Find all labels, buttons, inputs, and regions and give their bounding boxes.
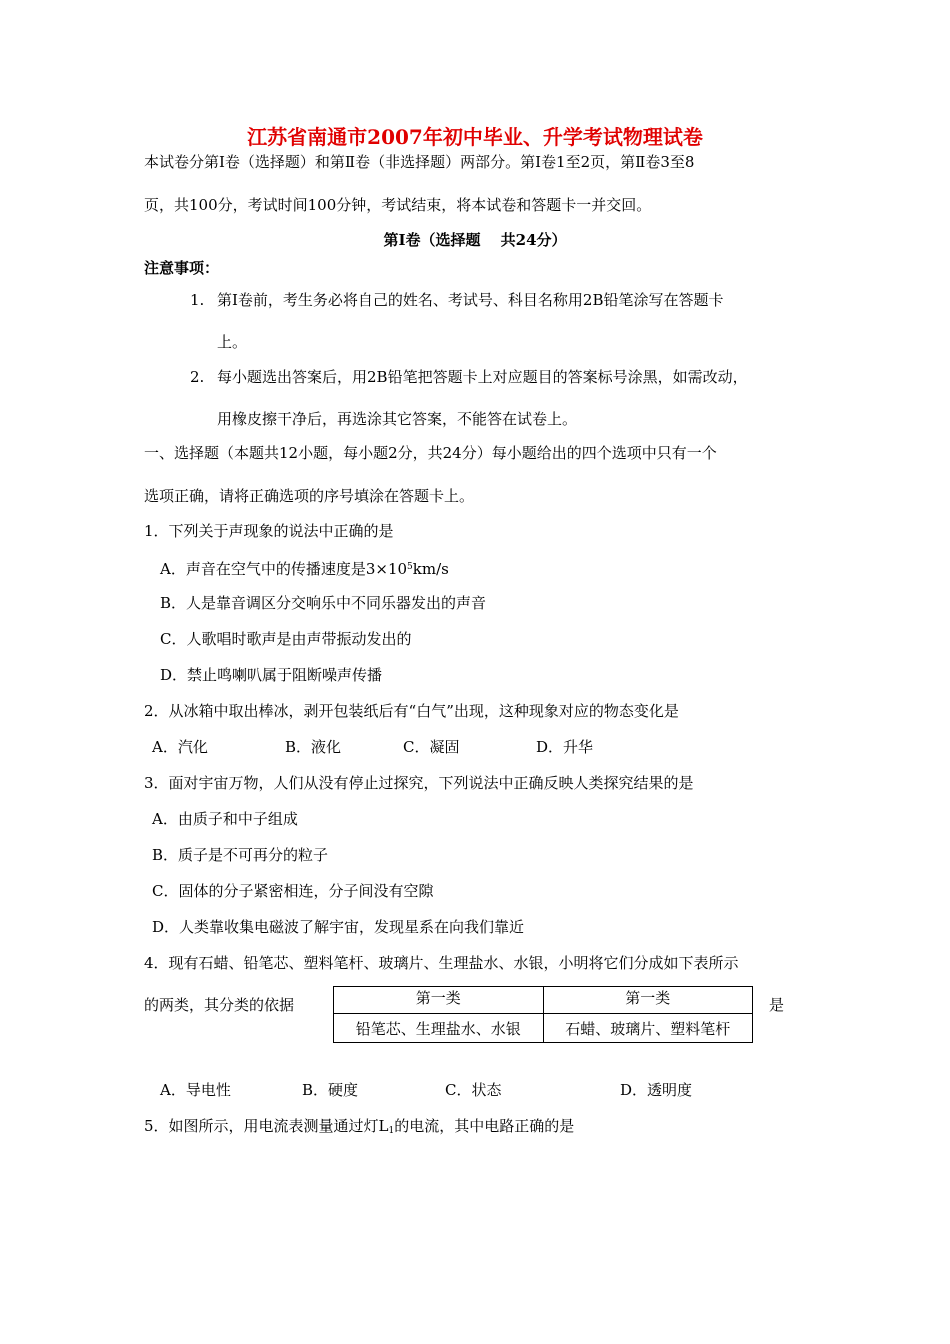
q3-option-b: B．质子是不可再分的粒子 bbox=[152, 846, 329, 864]
note-2-number: 2. bbox=[190, 368, 205, 386]
q3-option-d: D．人类靠收集电磁波了解宇宙，发现星系在向我们靠近 bbox=[152, 918, 525, 936]
table-header-cell: 第一类 bbox=[543, 987, 753, 1014]
table-cell: 石蜡、玻璃片、塑料笔杆 bbox=[543, 1014, 753, 1043]
q1-option-a bbox=[160, 557, 449, 579]
q4-stem-end: 是 bbox=[769, 996, 785, 1014]
q5-lamp-subscript: 1 bbox=[388, 1126, 395, 1136]
q5-stem bbox=[144, 1116, 574, 1141]
q2-option-b: B．液化 bbox=[285, 738, 342, 756]
q4-option-a: A．导电性 bbox=[160, 1081, 231, 1099]
q3-stem: 3．面对宇宙万物，人们从没有停止过探究，下列说法中正确反映人类探究结果的是 bbox=[144, 774, 694, 792]
q2-stem: 2．从冰箱中取出棒冰，剥开包装纸后有“白气”出现，这种现象对应的物态变化是 bbox=[144, 702, 679, 720]
q2-option-a: A．汽化 bbox=[152, 738, 208, 756]
q4-option-d: D．透明度 bbox=[620, 1081, 693, 1099]
q4-stem: 4．现有石蜡、铅笔芯、塑料笔杆、玻璃片、生理盐水、水银，小明将它们分成如下表所示 bbox=[144, 954, 739, 972]
intro-line-2: 页，共100分，考试时间100分钟，考试结束，将本试卷和答题卡一并交回。 bbox=[144, 196, 652, 214]
q2-option-c: C．凝固 bbox=[403, 738, 460, 756]
part1-line-1: 一、选择题（本题共12小题，每小题2分，共24分）每小题给出的四个选项中只有一个 bbox=[144, 444, 717, 462]
notes-heading: 注意事项： bbox=[144, 259, 220, 277]
table-cell: 铅笔芯、生理盐水、水银 bbox=[334, 1014, 544, 1043]
page-title: 江苏省南通市2007年初中毕业、升学考试物理试卷 bbox=[247, 125, 703, 149]
classification-table bbox=[333, 986, 753, 1043]
q1-option-b: B．人是靠音调区分交响乐中不同乐器发出的声音 bbox=[160, 594, 487, 612]
q2-option-d: D．升华 bbox=[536, 738, 594, 756]
q3-option-c: C．固体的分子紧密相连，分子间没有空隙 bbox=[152, 882, 434, 900]
section-heading: 第Ⅰ卷（选择题 共24分） bbox=[383, 231, 567, 249]
note-1-line-1: 第Ⅰ卷前，考生务必将自己的姓名、考试号、科目名称用2B铅笔涂写在答题卡 bbox=[217, 291, 724, 309]
q1-option-c: C．人歌唱时歌声是由声带振动发出的 bbox=[160, 630, 412, 648]
intro-line-1: 本试卷分第Ⅰ卷（选择题）和第Ⅱ卷（非选择题）两部分。第Ⅰ卷1至2页，第Ⅱ卷3至8 bbox=[144, 153, 695, 171]
q1-option-d: D．禁止鸣喇叭属于阻断噪声传播 bbox=[160, 666, 383, 684]
q3-option-a: A．由质子和中子组成 bbox=[152, 810, 298, 828]
q1-option-a-unit: km/s bbox=[412, 560, 449, 578]
q5-stem-text-end: 的电流，其中电路正确的是 bbox=[394, 1117, 575, 1135]
note-1-number: 1. bbox=[190, 291, 205, 309]
q4-stem-continued: 的两类，其分类的依据 bbox=[144, 996, 295, 1014]
q1-option-a-text: A．声音在空气中的传播速度是3×10 bbox=[160, 560, 408, 578]
table-row bbox=[334, 1014, 753, 1043]
q1-option-a-exponent: 5 bbox=[407, 562, 413, 572]
note-2-line-2: 用橡皮擦干净后，再选涂其它答案，不能答在试卷上。 bbox=[217, 410, 578, 428]
table-header-cell: 第一类 bbox=[334, 987, 544, 1014]
q1-stem: 1．下列关于声现象的说法中正确的是 bbox=[144, 522, 394, 540]
q4-option-b: B．硬度 bbox=[302, 1081, 359, 1099]
note-1-line-2: 上。 bbox=[217, 333, 248, 351]
q4-option-c: C．状态 bbox=[445, 1081, 502, 1099]
table-header-row bbox=[334, 987, 753, 1014]
q5-stem-text: 5．如图所示，用电流表测量通过灯L bbox=[144, 1117, 389, 1135]
part1-line-2: 选项正确，请将正确选项的序号填涂在答题卡上。 bbox=[144, 487, 475, 505]
note-2-line-1: 每小题选出答案后，用2B铅笔把答题卡上对应题目的答案标号涂黑，如需改动， bbox=[217, 368, 748, 386]
